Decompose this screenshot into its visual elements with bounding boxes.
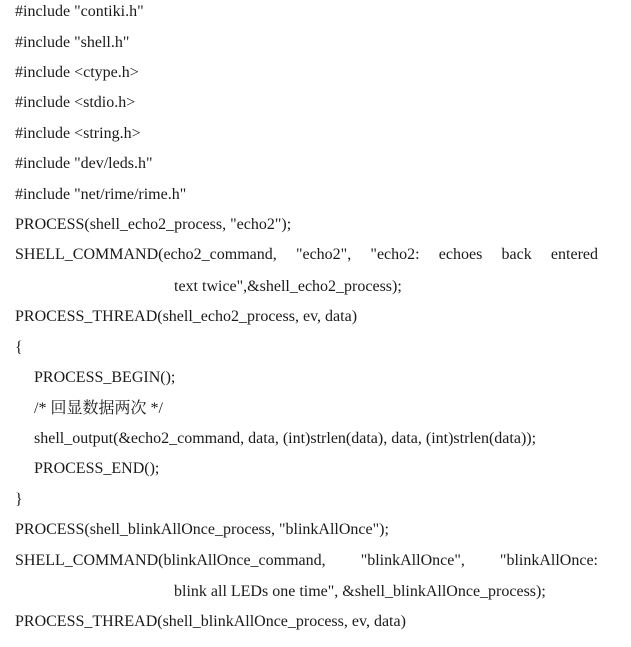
code-line: PROCESS_END(); (34, 460, 160, 477)
code-line: #include "contiki.h" (15, 3, 144, 20)
code-line: { (15, 339, 23, 356)
code-comment: /* 回显数据两次 */ (34, 400, 163, 417)
code-line-continuation: blink all LEDs one time", &shell_blinkAllOnce_process); (174, 583, 546, 600)
code-line: #include "dev/leds.h" (15, 155, 153, 172)
code-line: } (15, 491, 23, 508)
code-line: #include <string.h> (15, 125, 141, 142)
code-line: PROCESS_BEGIN(); (34, 369, 176, 386)
code-line: PROCESS(shell_blinkAllOnce_process, "blinkAllOnce"); (15, 521, 389, 538)
code-line: PROCESS_THREAD(shell_blinkAllOnce_process, ev, data) (15, 613, 406, 630)
code-line: #include "shell.h" (15, 34, 130, 51)
code-line: #include <stdio.h> (15, 94, 136, 111)
code-line: PROCESS(shell_echo2_process, "echo2"); (15, 216, 292, 233)
code-line: SHELL_COMMAND(blinkAllOnce_command, "blinkAllOnce", "blinkAllOnce: (15, 552, 598, 569)
code-line: SHELL_COMMAND(echo2_command, "echo2", "echo2: echoes back entered (15, 246, 598, 263)
code-line: PROCESS_THREAD(shell_echo2_process, ev, data) (15, 308, 358, 325)
code-line: shell_output(&echo2_command, data, (int)strlen(data), data, (int)strlen(data)); (34, 430, 537, 447)
code-line: #include <ctype.h> (15, 64, 139, 81)
code-line-continuation: text twice",&shell_echo2_process); (174, 278, 402, 295)
code-line: #include "net/rime/rime.h" (15, 186, 187, 203)
